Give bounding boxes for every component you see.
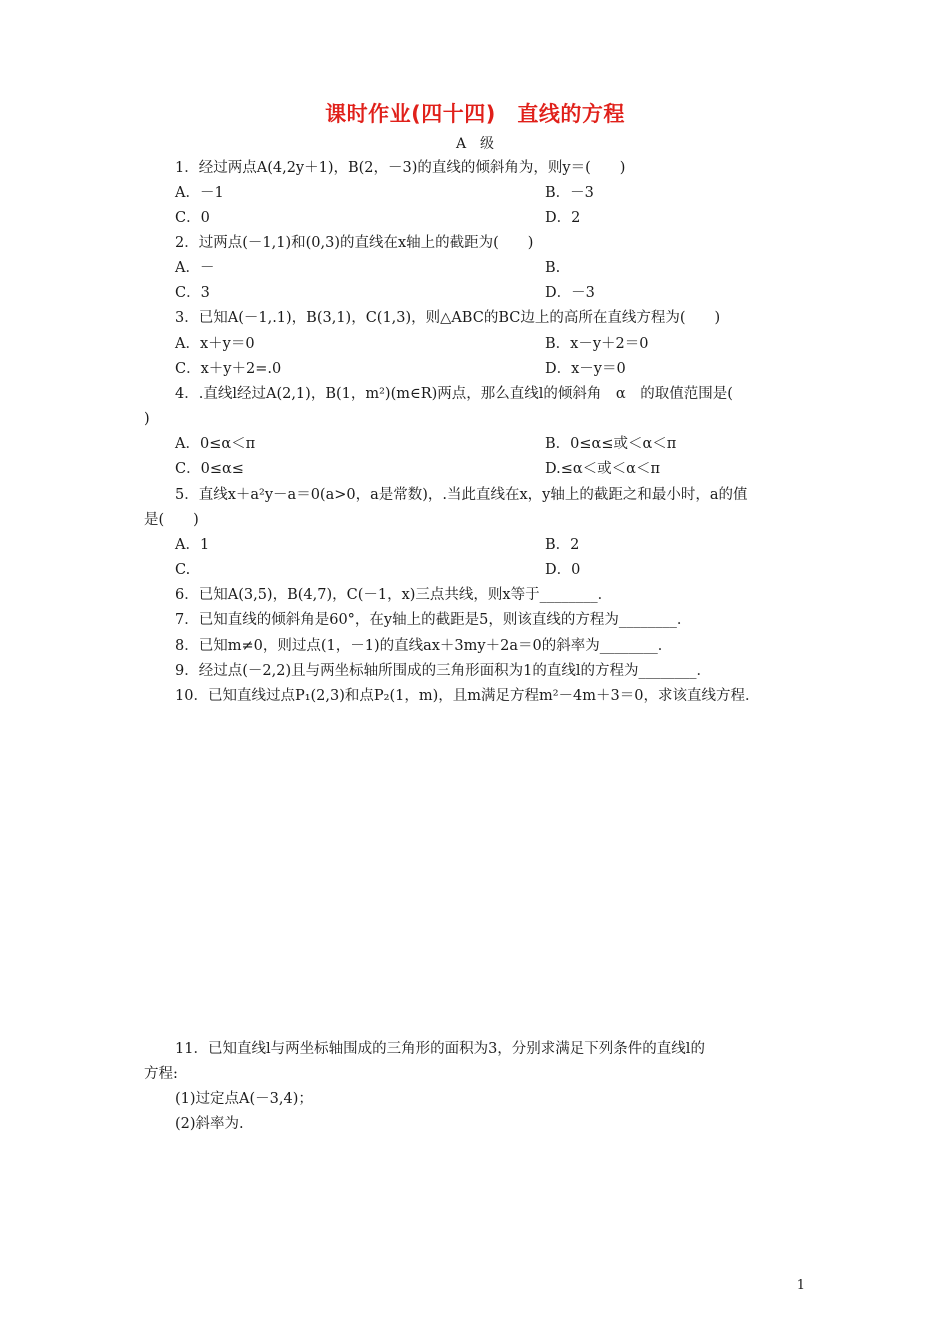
question-4-stem: 4．.直线l经过A(2,1)，B(1，m²)(m∈R)两点，那么直线l的倾斜角 α 的取值范围是(: [175, 386, 733, 402]
question-4-stem-cont: ): [144, 411, 150, 427]
page-title: 课时作业(四十四) 直线的方程: [325, 102, 625, 126]
question-11-part-1: (1)过定点A(－3,4)；: [175, 1091, 313, 1107]
q1-option-a: A．－1: [175, 185, 224, 201]
q3-option-a: A．x＋y＝0: [175, 336, 255, 352]
question-9: 9．经过点(－2,2)且与两坐标轴所围成的三角形面积为1的直线l的方程为________．: [175, 663, 711, 679]
question-5-stem-cont: 是( ): [144, 512, 199, 528]
q2-option-a: A．－: [175, 260, 215, 276]
q4-option-a: A．0≤α＜π: [175, 436, 256, 452]
question-11-stem: 11．已知直线l与两坐标轴围成的三角形的面积为3，分别求满足下列条件的直线l的: [175, 1041, 705, 1057]
q3-option-b: B．x－y＋2＝0: [545, 336, 649, 352]
question-2-stem: 2．过两点(－1,1)和(0,3)的直线在x轴上的截距为( ): [175, 235, 534, 251]
q2-option-d: D．－3: [545, 285, 595, 301]
question-1-stem: 1．经过两点A(4,2y＋1)，B(2，－3)的直线的倾斜角为，则y＝( ): [175, 160, 626, 176]
q4-option-d: D.≤α＜或＜α＜π: [545, 461, 660, 477]
q4-option-b: B．0≤α≤或＜α＜π: [545, 436, 677, 452]
question-8: 8．已知m≠0，则过点(1，－1)的直线ax＋3my＋2a＝0的斜率为________．: [175, 638, 673, 654]
q5-option-c: C.: [175, 562, 191, 578]
question-7: 7．已知直线的倾斜角是60°，在y轴上的截距是5，则该直线的方程为________．: [175, 612, 692, 628]
level-heading: A 级: [455, 136, 495, 152]
q2-option-c: C．3: [175, 285, 210, 301]
q5-option-d: D．0: [545, 562, 581, 578]
q3-option-c: C．x＋y＋2=.0: [175, 361, 282, 377]
q4-option-c: C．0≤α≤: [175, 461, 244, 477]
q3-option-d: D．x－y＝0: [545, 361, 626, 377]
q5-option-a: A．1: [175, 537, 210, 553]
question-11-part-2: (2)斜率为.: [175, 1116, 244, 1132]
q2-option-b: B.: [545, 260, 561, 276]
question-11-stem-cont: 方程:: [144, 1066, 178, 1082]
page-number: 1: [796, 1278, 805, 1293]
question-6: 6．已知A(3,5)，B(4,7)，C(－1，x)三点共线，则x等于________．: [175, 587, 613, 603]
question-5-stem: 5．直线x＋a²y－a＝0(a>0，a是常数)，.当此直线在x，y轴上的截距之和最小时，a的值: [175, 487, 748, 503]
q1-option-d: D．2: [545, 210, 581, 226]
q1-option-c: C．0: [175, 210, 210, 226]
q1-option-b: B．－3: [545, 185, 594, 201]
question-10: 10．已知直线过点P₁(2,3)和点P₂(1，m)，且m满足方程m²－4m＋3＝0，求该直线方程．: [175, 688, 760, 704]
question-3-stem: 3．已知A(－1,.1)，B(3,1)，C(1,3)，则△ABC的BC边上的高所在直线方程为( ): [175, 310, 721, 326]
q5-option-b: B．2: [545, 537, 580, 553]
